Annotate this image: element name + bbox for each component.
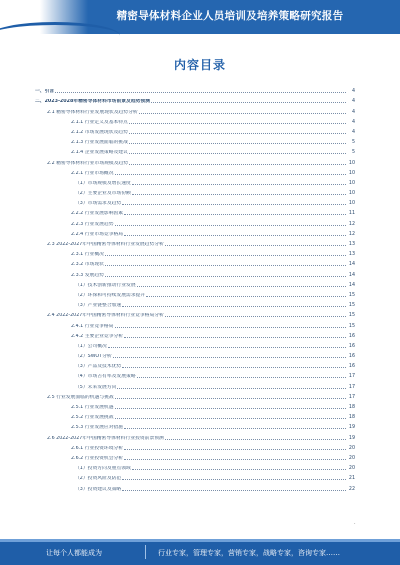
toc-leader-dots xyxy=(122,490,346,491)
toc-entry-page: 12 xyxy=(348,231,355,237)
toc-leader-dots xyxy=(115,418,346,419)
toc-entry-page: 20 xyxy=(348,445,355,451)
toc-entry-text: （2）SWOT分析 xyxy=(75,354,112,360)
toc-entry-page: 15 xyxy=(348,303,355,309)
toc-entry-text: （2）投资风险及防范 xyxy=(75,476,122,482)
footer-divider xyxy=(145,545,146,559)
toc-entry-text: （5）未来发展方向 xyxy=(75,384,117,390)
toc-entry-text: （3）投资建议及策略 xyxy=(75,486,122,492)
toc-leader-dots xyxy=(129,143,346,144)
toc-entry[interactable] xyxy=(35,267,355,277)
toc-entry-page: 10 xyxy=(348,160,355,166)
toc-leader-dots xyxy=(124,337,346,338)
table-of-contents xyxy=(35,84,355,492)
toc-entry-page: 17 xyxy=(348,384,355,390)
toc-entry-page: 16 xyxy=(348,343,355,349)
toc-entry[interactable] xyxy=(35,318,355,328)
toc-entry-text: 2.2.2 行业发展影响因素 xyxy=(71,211,124,217)
toc-leader-dots xyxy=(129,153,346,154)
toc-entry-text: （4）市场占有率及发展策略 xyxy=(75,374,136,380)
toc-entry-page: 16 xyxy=(348,354,355,360)
toc-leader-dots xyxy=(115,225,346,226)
toc-entry-text: （1）市场规模及增长速度 xyxy=(75,180,131,186)
toc-entry-text: 2.3 2022-2027年中国精密导体材料行业发展趋势分析 xyxy=(47,242,164,247)
toc-entry-page: 16 xyxy=(348,333,355,339)
toc-entry-text: （1）公司概况 xyxy=(75,343,107,349)
header-decoration xyxy=(0,22,120,49)
toc-entry-text: 2.1.2 市场发展现状及趋势 xyxy=(71,129,128,135)
toc-entry[interactable] xyxy=(35,166,355,176)
footer-tagline: 行业专家，管理专家，营销专家，战略专家，咨询专家…… xyxy=(158,549,340,557)
toc-leader-dots xyxy=(122,367,346,368)
footer-accent-line xyxy=(0,539,400,542)
toc-entry[interactable] xyxy=(35,125,355,135)
toc-leader-dots xyxy=(137,286,346,287)
toc-entry-text: （3）产品及技术优势 xyxy=(75,364,122,370)
toc-entry-text: 2.3.1 行业概况 xyxy=(71,252,104,258)
toc-leader-dots xyxy=(132,194,346,195)
toc-entry[interactable] xyxy=(35,257,355,267)
toc-entry-page: 20 xyxy=(348,455,355,461)
toc-entry[interactable] xyxy=(35,349,355,359)
toc-leader-dots xyxy=(122,306,346,307)
toc-leader-dots xyxy=(55,92,346,93)
toc-leader-dots xyxy=(129,164,346,165)
footer-slogan: 让每个人都能成为 xyxy=(46,549,102,557)
toc-entry[interactable] xyxy=(35,84,355,94)
toc-entry-text: 2.4.1 行业竞争格局 xyxy=(71,323,114,329)
toc-entry[interactable] xyxy=(35,410,355,420)
toc-entry-text: 2.2.3 行业发展趋势 xyxy=(71,221,114,227)
toc-entry[interactable] xyxy=(35,206,355,216)
toc-entry-page: 10 xyxy=(348,170,355,176)
toc-entry-page: 10 xyxy=(348,191,355,197)
toc-leader-dots xyxy=(113,357,346,358)
toc-leader-dots xyxy=(139,113,346,114)
toc-entry-page: 10 xyxy=(348,201,355,207)
toc-entry-text: 2.2 精密导体材料行业市场规模及趋势 xyxy=(47,160,129,166)
toc-entry-page: 19 xyxy=(348,425,355,431)
toc-entry-page: 18 xyxy=(348,415,355,421)
toc-leader-dots xyxy=(115,408,346,409)
toc-entry-text: 2.6 2022-2027年中国精密导体材料行业投资前景预测 xyxy=(47,435,164,441)
toc-entry[interactable] xyxy=(35,481,355,491)
toc-entry-text: 2.3.3 发展趋势 xyxy=(71,272,104,278)
toc-entry-text: 2.2.1 行业市场概况 xyxy=(71,170,114,176)
toc-entry[interactable] xyxy=(35,237,355,247)
toc-leader-dots xyxy=(122,479,346,480)
toc-entry[interactable] xyxy=(35,227,355,237)
toc-entry[interactable] xyxy=(35,441,355,451)
toc-entry-text: 2.4 2022-2027年中国精密导体材料行业竞争格局分析 xyxy=(47,313,164,319)
toc-entry[interactable] xyxy=(35,359,355,369)
toc-leader-dots xyxy=(105,255,346,256)
toc-leader-dots xyxy=(115,327,346,328)
toc-entry-page: 14 xyxy=(348,272,355,278)
toc-entry[interactable] xyxy=(35,471,355,481)
toc-entry-page: 13 xyxy=(348,242,355,247)
toc-entry[interactable] xyxy=(35,430,355,440)
toc-entry-text: 2.3.2 市场现状 xyxy=(71,262,104,268)
toc-entry-text: 2.5.3 行业发展应对措施 xyxy=(71,425,124,431)
toc-leader-dots xyxy=(165,245,346,246)
toc-entry-page: 18 xyxy=(348,405,355,410)
toc-entry-text: 2.6.2 行业投资机会分析 xyxy=(71,455,124,461)
toc-entry-page: 20 xyxy=(348,466,355,472)
toc-entry-text: 2.4.2 主要企业竞争分析 xyxy=(71,333,124,339)
toc-entry-page: 14 xyxy=(348,282,355,288)
toc-entry[interactable] xyxy=(35,196,355,206)
toc-entry-page: 11 xyxy=(348,211,355,217)
toc-entry-page: 17 xyxy=(348,394,355,400)
toc-entry-text: 一、引言 xyxy=(35,89,55,95)
toc-entry-page: 17 xyxy=(348,374,355,380)
toc-entry[interactable] xyxy=(35,390,355,400)
toc-entry[interactable] xyxy=(35,308,355,318)
toc-entry-page: 15 xyxy=(348,323,355,329)
report-title: 精密导体材料企业人员培训及培养策略研究报告 xyxy=(116,10,344,22)
toc-heading: 内容目录 xyxy=(173,58,226,72)
toc-entry-page: 4 xyxy=(351,89,355,95)
toc-entry[interactable] xyxy=(35,94,355,104)
toc-entry-page: 10 xyxy=(348,180,355,186)
toc-entry-page: 4 xyxy=(351,119,355,125)
page-footer xyxy=(0,539,400,565)
toc-entry[interactable] xyxy=(35,461,355,471)
toc-entry[interactable] xyxy=(35,298,355,308)
toc-entry-page: 22 xyxy=(348,486,355,492)
toc-entry-page: 16 xyxy=(348,364,355,370)
toc-leader-dots xyxy=(105,265,346,266)
toc-leader-dots xyxy=(165,439,346,440)
toc-entry[interactable] xyxy=(35,288,355,298)
toc-leader-dots xyxy=(124,214,346,215)
toc-entry-text: 2.5.2 行业发展挑战 xyxy=(71,415,114,421)
toc-entry-page: 15 xyxy=(348,313,355,319)
toc-entry[interactable] xyxy=(35,104,355,114)
page-marker: · xyxy=(354,521,356,527)
toc-leader-dots xyxy=(151,102,346,103)
toc-leader-dots xyxy=(165,316,346,317)
toc-entry-text: 2.5 行业发展面临的机遇与挑战 xyxy=(47,394,114,400)
toc-entry-page: 5 xyxy=(351,150,355,156)
toc-entry-page: 21 xyxy=(348,476,355,482)
toc-entry-page: 4 xyxy=(351,99,355,105)
toc-leader-dots xyxy=(124,235,346,236)
toc-entry-page: 4 xyxy=(351,129,355,135)
toc-entry[interactable] xyxy=(35,216,355,226)
toc-entry-text: （2）环保和可持续发展需求提升 xyxy=(75,292,146,298)
toc-entry[interactable] xyxy=(35,339,355,349)
toc-leader-dots xyxy=(115,174,346,175)
toc-entry[interactable] xyxy=(35,155,355,165)
toc-entry-text: 2.1.4 企业发展策略及建议 xyxy=(71,150,128,156)
toc-leader-dots xyxy=(122,204,346,205)
toc-leader-dots xyxy=(129,133,346,134)
toc-entry-text: （1）投资方向及重点领域 xyxy=(75,466,131,472)
toc-leader-dots xyxy=(137,377,346,378)
toc-entry-text: 2.1.3 行业发展面临的挑战 xyxy=(71,140,128,146)
toc-leader-dots xyxy=(129,123,346,124)
toc-entry[interactable] xyxy=(35,369,355,379)
toc-entry[interactable] xyxy=(35,186,355,196)
toc-entry-text: （3）市场需求及趋势 xyxy=(75,201,122,207)
toc-leader-dots xyxy=(115,398,346,399)
toc-entry[interactable] xyxy=(35,451,355,461)
toc-leader-dots xyxy=(124,459,346,460)
toc-entry[interactable] xyxy=(35,176,355,186)
toc-entry-page: 5 xyxy=(351,140,355,146)
toc-entry[interactable] xyxy=(35,135,355,145)
toc-entry-text: 2.1.1 行业定义及基本特点 xyxy=(71,119,128,125)
toc-entry[interactable] xyxy=(35,329,355,339)
toc-leader-dots xyxy=(124,449,346,450)
toc-entry[interactable] xyxy=(35,247,355,257)
toc-entry-page: 19 xyxy=(348,435,355,441)
toc-entry-page: 12 xyxy=(348,221,355,227)
toc-entry[interactable] xyxy=(35,278,355,288)
toc-entry-text: 2.5.1 行业发展机遇 xyxy=(71,405,114,410)
toc-leader-dots xyxy=(132,184,346,185)
toc-leader-dots xyxy=(146,296,346,297)
toc-entry-page: 15 xyxy=(348,292,355,298)
toc-entry[interactable] xyxy=(35,420,355,430)
toc-entry[interactable] xyxy=(35,115,355,125)
toc-leader-dots xyxy=(124,428,346,429)
toc-entry-text: 2.6.1 行业投资环境分析 xyxy=(71,445,124,451)
toc-entry-text: 2.1 精密导体材料行业发展现状及趋势分析 xyxy=(47,109,138,115)
toc-entry-page: 4 xyxy=(351,109,355,115)
toc-entry-page: 13 xyxy=(348,252,355,258)
toc-entry[interactable] xyxy=(35,379,355,389)
toc-leader-dots xyxy=(117,388,346,389)
toc-leader-dots xyxy=(132,469,346,470)
toc-entry[interactable] xyxy=(35,145,355,155)
toc-leader-dots xyxy=(105,276,346,277)
toc-entry-text: （3）产业链整合加速 xyxy=(75,303,122,309)
toc-entry-text: 2.2.4 行业市场竞争格局 xyxy=(71,231,124,237)
toc-entry-page: 14 xyxy=(348,262,355,268)
toc-entry[interactable] xyxy=(35,400,355,410)
toc-entry-text: （1）技术创新推动行业发展 xyxy=(75,282,136,288)
toc-entry-text: （2）主要企业及市场份额 xyxy=(75,191,131,197)
toc-leader-dots xyxy=(108,347,346,348)
toc-entry-text: 二、2023-2028年精密导体材料市场前景及趋势预测 xyxy=(35,99,151,105)
